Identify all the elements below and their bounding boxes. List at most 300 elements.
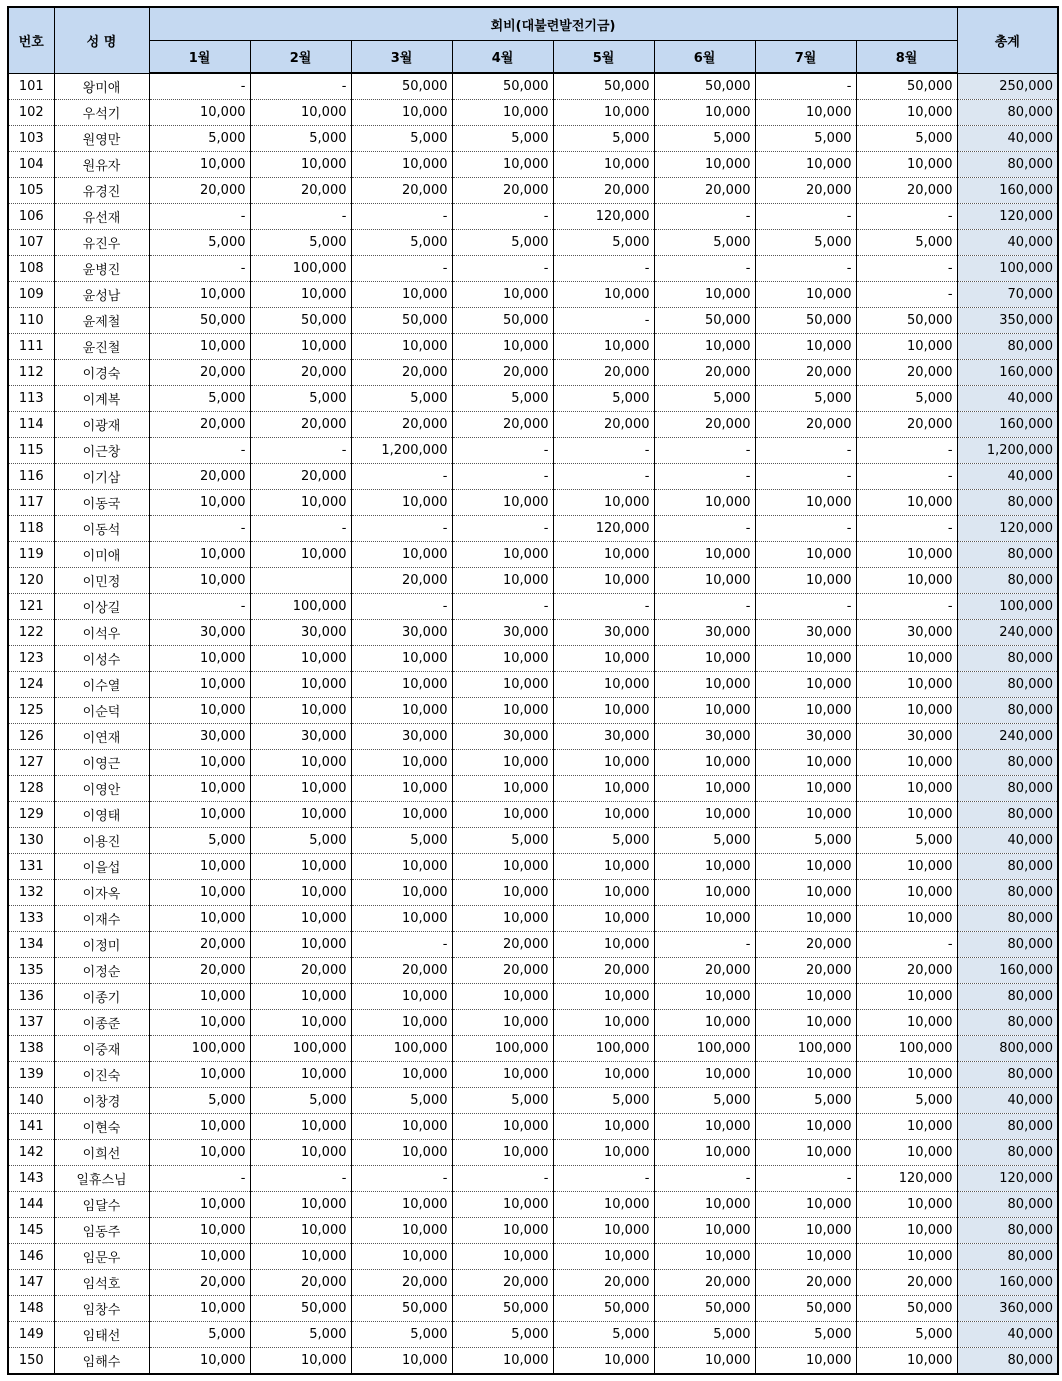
row-total: 120,000: [957, 516, 1058, 542]
month-amount: 10,000: [250, 1192, 351, 1218]
month-amount: -: [755, 73, 856, 100]
month-amount: 20,000: [452, 178, 553, 204]
month-amount: 10,000: [553, 750, 654, 776]
month-amount: 50,000: [351, 1296, 452, 1322]
month-amount: -: [553, 464, 654, 490]
row-total: 160,000: [957, 360, 1058, 386]
month-amount: 5,000: [149, 1322, 250, 1348]
month-amount: 30,000: [149, 620, 250, 646]
month-amount: 100,000: [250, 594, 351, 620]
month-amount: -: [654, 256, 755, 282]
month-amount: 10,000: [755, 1348, 856, 1375]
month-amount: 10,000: [856, 776, 957, 802]
member-name: 이을섭: [54, 854, 149, 880]
row-number: 109: [8, 282, 54, 308]
table-row: [8, 152, 1058, 178]
month-amount: 10,000: [149, 906, 250, 932]
month-amount: 20,000: [553, 1270, 654, 1296]
table-row: [8, 308, 1058, 334]
row-number: 124: [8, 672, 54, 698]
month-amount: 20,000: [452, 1270, 553, 1296]
row-total: 40,000: [957, 1088, 1058, 1114]
month-amount: 10,000: [654, 100, 755, 126]
table-row: [8, 724, 1058, 750]
month-amount: -: [250, 73, 351, 100]
month-amount: 10,000: [654, 1114, 755, 1140]
table-row: [8, 750, 1058, 776]
month-amount: 50,000: [856, 73, 957, 100]
table-row: [8, 542, 1058, 568]
table-row: [8, 854, 1058, 880]
month-amount: 5,000: [654, 386, 755, 412]
month-amount: 10,000: [856, 698, 957, 724]
month-amount: 10,000: [351, 152, 452, 178]
month-amount: 10,000: [250, 282, 351, 308]
month-amount: 20,000: [351, 360, 452, 386]
month-amount: 10,000: [755, 880, 856, 906]
month-amount: 5,000: [452, 386, 553, 412]
month-amount: 10,000: [755, 100, 856, 126]
month-amount: 30,000: [553, 620, 654, 646]
row-total: 80,000: [957, 984, 1058, 1010]
month-amount: -: [452, 256, 553, 282]
month-amount: 5,000: [755, 386, 856, 412]
header-month: 5월: [553, 41, 654, 74]
month-amount: 5,000: [856, 126, 957, 152]
member-name: 이석우: [54, 620, 149, 646]
month-amount: 5,000: [250, 230, 351, 256]
month-amount: 20,000: [654, 360, 755, 386]
month-amount: 10,000: [250, 698, 351, 724]
month-amount: 20,000: [856, 360, 957, 386]
month-amount: 5,000: [654, 1322, 755, 1348]
month-amount: 10,000: [654, 698, 755, 724]
month-amount: 10,000: [856, 854, 957, 880]
month-amount: 10,000: [553, 984, 654, 1010]
table-row: [8, 828, 1058, 854]
month-amount: 20,000: [250, 412, 351, 438]
month-amount: 10,000: [553, 1244, 654, 1270]
month-amount: 10,000: [452, 802, 553, 828]
month-amount: -: [250, 516, 351, 542]
month-amount: 100,000: [452, 1036, 553, 1062]
month-amount: 10,000: [654, 880, 755, 906]
month-amount: 50,000: [755, 1296, 856, 1322]
month-amount: 10,000: [856, 100, 957, 126]
month-amount: 10,000: [553, 672, 654, 698]
member-name: 이동국: [54, 490, 149, 516]
month-amount: 30,000: [755, 620, 856, 646]
month-amount: 10,000: [149, 1192, 250, 1218]
month-amount: 5,000: [553, 386, 654, 412]
member-name: 임석호: [54, 1270, 149, 1296]
month-amount: 10,000: [856, 1348, 957, 1375]
month-amount: 10,000: [452, 542, 553, 568]
member-name: 이계복: [54, 386, 149, 412]
month-amount: 50,000: [553, 73, 654, 100]
member-name: 원유자: [54, 152, 149, 178]
month-amount: 10,000: [250, 1348, 351, 1375]
month-amount: 5,000: [856, 230, 957, 256]
row-total: 80,000: [957, 100, 1058, 126]
month-amount: 5,000: [654, 828, 755, 854]
month-amount: 10,000: [149, 984, 250, 1010]
month-amount: 10,000: [856, 152, 957, 178]
row-number: 136: [8, 984, 54, 1010]
month-amount: -: [149, 438, 250, 464]
member-name: 이영근: [54, 750, 149, 776]
month-amount: 10,000: [856, 1062, 957, 1088]
table-row: [8, 178, 1058, 204]
month-amount: 20,000: [856, 1270, 957, 1296]
month-amount: 10,000: [755, 698, 856, 724]
row-number: 121: [8, 594, 54, 620]
row-number: 101: [8, 73, 54, 100]
row-total: 70,000: [957, 282, 1058, 308]
row-number: 111: [8, 334, 54, 360]
month-amount: 10,000: [452, 1062, 553, 1088]
row-total: 240,000: [957, 724, 1058, 750]
month-amount: -: [755, 594, 856, 620]
month-amount: 100,000: [553, 1036, 654, 1062]
member-name: 이종기: [54, 984, 149, 1010]
member-name: 윤진철: [54, 334, 149, 360]
month-amount: 10,000: [452, 1192, 553, 1218]
row-total: 800,000: [957, 1036, 1058, 1062]
month-amount: 10,000: [452, 282, 553, 308]
month-amount: 20,000: [452, 360, 553, 386]
row-total: 80,000: [957, 1244, 1058, 1270]
row-number: 102: [8, 100, 54, 126]
month-amount: 10,000: [755, 750, 856, 776]
month-amount: -: [553, 594, 654, 620]
month-amount: 30,000: [654, 724, 755, 750]
month-amount: 10,000: [452, 906, 553, 932]
month-amount: 10,000: [452, 672, 553, 698]
month-amount: 10,000: [856, 1140, 957, 1166]
month-amount: 10,000: [351, 880, 452, 906]
table-row: [8, 1244, 1058, 1270]
month-amount: 20,000: [856, 958, 957, 984]
month-amount: 10,000: [149, 1140, 250, 1166]
header-month: 4월: [452, 41, 553, 74]
table-row: [8, 1270, 1058, 1296]
month-amount: 20,000: [755, 1270, 856, 1296]
month-amount: 10,000: [654, 568, 755, 594]
row-number: 104: [8, 152, 54, 178]
table-row: [8, 672, 1058, 698]
month-amount: 5,000: [250, 386, 351, 412]
month-amount: 10,000: [149, 854, 250, 880]
month-amount: 5,000: [250, 1088, 351, 1114]
row-number: 117: [8, 490, 54, 516]
month-amount: 30,000: [553, 724, 654, 750]
month-amount: 50,000: [856, 308, 957, 334]
month-amount: 5,000: [654, 230, 755, 256]
month-amount: 10,000: [856, 1244, 957, 1270]
month-amount: -: [452, 464, 553, 490]
month-amount: 10,000: [250, 542, 351, 568]
row-total: 80,000: [957, 568, 1058, 594]
month-amount: 10,000: [250, 490, 351, 516]
table-row: [8, 126, 1058, 152]
header-month: 3월: [351, 41, 452, 74]
table-row: [8, 906, 1058, 932]
table-row: [8, 490, 1058, 516]
month-amount: 5,000: [452, 1088, 553, 1114]
month-amount: 10,000: [654, 1192, 755, 1218]
month-amount: 10,000: [149, 698, 250, 724]
month-amount: 10,000: [250, 880, 351, 906]
month-amount: -: [856, 516, 957, 542]
month-amount: 10,000: [856, 646, 957, 672]
member-name: 유경진: [54, 178, 149, 204]
row-number: 115: [8, 438, 54, 464]
month-amount: 5,000: [755, 828, 856, 854]
row-total: 80,000: [957, 1140, 1058, 1166]
month-amount: 5,000: [250, 828, 351, 854]
month-amount: 10,000: [351, 984, 452, 1010]
month-amount: 30,000: [149, 724, 250, 750]
month-amount: 20,000: [149, 360, 250, 386]
month-amount: 5,000: [149, 386, 250, 412]
member-name: 이종준: [54, 1010, 149, 1036]
month-amount: 10,000: [351, 1192, 452, 1218]
month-amount: 10,000: [149, 672, 250, 698]
row-total: 100,000: [957, 594, 1058, 620]
month-amount: 10,000: [452, 490, 553, 516]
month-amount: 20,000: [654, 958, 755, 984]
month-amount: 10,000: [149, 1218, 250, 1244]
month-amount: 10,000: [149, 1062, 250, 1088]
row-total: 40,000: [957, 386, 1058, 412]
table-row: [8, 1348, 1058, 1375]
member-name: 윤병진: [54, 256, 149, 282]
row-number: 113: [8, 386, 54, 412]
month-amount: 10,000: [149, 776, 250, 802]
month-amount: 10,000: [250, 1218, 351, 1244]
month-amount: 5,000: [452, 828, 553, 854]
month-amount: 10,000: [553, 646, 654, 672]
month-amount: 20,000: [856, 412, 957, 438]
month-amount: 10,000: [553, 282, 654, 308]
table-row: [8, 932, 1058, 958]
month-amount: 10,000: [755, 776, 856, 802]
month-amount: 50,000: [250, 1296, 351, 1322]
member-name: 이연재: [54, 724, 149, 750]
table-row: [8, 386, 1058, 412]
month-amount: 10,000: [856, 1218, 957, 1244]
row-number: 131: [8, 854, 54, 880]
member-name: 이자옥: [54, 880, 149, 906]
member-name: 임문우: [54, 1244, 149, 1270]
month-amount: 10,000: [149, 1348, 250, 1375]
row-total: 80,000: [957, 854, 1058, 880]
month-amount: 10,000: [351, 1218, 452, 1244]
row-number: 119: [8, 542, 54, 568]
row-number: 130: [8, 828, 54, 854]
member-name: 이창경: [54, 1088, 149, 1114]
month-amount: -: [654, 594, 755, 620]
month-amount: 20,000: [149, 178, 250, 204]
month-amount: 20,000: [351, 1270, 452, 1296]
month-amount: 20,000: [250, 958, 351, 984]
month-amount: -: [654, 464, 755, 490]
row-number: 118: [8, 516, 54, 542]
month-amount: 10,000: [654, 750, 755, 776]
month-amount: 20,000: [351, 958, 452, 984]
row-total: 80,000: [957, 776, 1058, 802]
month-amount: 5,000: [856, 1088, 957, 1114]
month-amount: 10,000: [452, 100, 553, 126]
member-name: 이순덕: [54, 698, 149, 724]
month-amount: 5,000: [149, 126, 250, 152]
month-amount: 5,000: [351, 828, 452, 854]
month-amount: 5,000: [452, 1322, 553, 1348]
month-amount: 10,000: [452, 646, 553, 672]
member-name: 임달수: [54, 1192, 149, 1218]
month-amount: 10,000: [351, 698, 452, 724]
month-amount: 5,000: [351, 230, 452, 256]
table-row: [8, 100, 1058, 126]
table-row: [8, 256, 1058, 282]
month-amount: 10,000: [149, 1114, 250, 1140]
row-number: 145: [8, 1218, 54, 1244]
row-number: 116: [8, 464, 54, 490]
member-name: 이수열: [54, 672, 149, 698]
table-row: [8, 984, 1058, 1010]
month-amount: 5,000: [452, 126, 553, 152]
month-amount: 10,000: [755, 1062, 856, 1088]
month-amount: 10,000: [149, 802, 250, 828]
row-total: 100,000: [957, 256, 1058, 282]
month-amount: 20,000: [149, 464, 250, 490]
month-amount: 10,000: [553, 542, 654, 568]
row-total: 40,000: [957, 126, 1058, 152]
table-row: [8, 698, 1058, 724]
month-amount: 30,000: [856, 620, 957, 646]
month-amount: 5,000: [856, 386, 957, 412]
month-amount: 5,000: [654, 126, 755, 152]
header-month: 8월: [856, 41, 957, 74]
member-name: 이용진: [54, 828, 149, 854]
month-amount: 10,000: [755, 152, 856, 178]
month-amount: 20,000: [351, 178, 452, 204]
table-row: [8, 204, 1058, 230]
month-amount: 10,000: [351, 646, 452, 672]
month-amount: 50,000: [856, 1296, 957, 1322]
member-name: 이현숙: [54, 1114, 149, 1140]
month-amount: 5,000: [250, 1322, 351, 1348]
month-amount: 10,000: [452, 854, 553, 880]
month-amount: 10,000: [755, 334, 856, 360]
row-total: 160,000: [957, 178, 1058, 204]
header-month: 7월: [755, 41, 856, 74]
month-amount: 10,000: [654, 776, 755, 802]
row-total: 80,000: [957, 1010, 1058, 1036]
month-amount: 10,000: [553, 100, 654, 126]
row-number: 135: [8, 958, 54, 984]
month-amount: -: [351, 204, 452, 230]
member-name: 우석기: [54, 100, 149, 126]
month-amount: 50,000: [351, 73, 452, 100]
row-total: 80,000: [957, 1062, 1058, 1088]
row-total: 360,000: [957, 1296, 1058, 1322]
month-amount: 10,000: [856, 490, 957, 516]
month-amount: 100,000: [250, 256, 351, 282]
month-amount: 10,000: [250, 932, 351, 958]
month-amount: 10,000: [856, 1192, 957, 1218]
month-amount: 10,000: [149, 568, 250, 594]
month-amount: 10,000: [755, 802, 856, 828]
month-amount: 30,000: [452, 724, 553, 750]
month-amount: 10,000: [654, 906, 755, 932]
month-amount: 30,000: [654, 620, 755, 646]
member-name: 이기삼: [54, 464, 149, 490]
month-amount: 10,000: [351, 750, 452, 776]
month-amount: -: [856, 282, 957, 308]
month-amount: 1,200,000: [351, 438, 452, 464]
table-row: [8, 360, 1058, 386]
month-amount: -: [351, 256, 452, 282]
header-dues-group: 회비(대불련발전기금): [149, 7, 957, 41]
month-amount: 20,000: [250, 360, 351, 386]
row-total: 80,000: [957, 932, 1058, 958]
member-name: 임동주: [54, 1218, 149, 1244]
month-amount: 10,000: [553, 1192, 654, 1218]
month-amount: 20,000: [149, 412, 250, 438]
row-number: 146: [8, 1244, 54, 1270]
month-amount: 10,000: [654, 672, 755, 698]
month-amount: 20,000: [250, 178, 351, 204]
month-amount: 100,000: [654, 1036, 755, 1062]
dues-table: [7, 6, 1059, 1375]
month-amount: -: [755, 256, 856, 282]
month-amount: 50,000: [452, 308, 553, 334]
row-total: 1,200,000: [957, 438, 1058, 464]
member-name: 이진숙: [54, 1062, 149, 1088]
month-amount: 10,000: [755, 1140, 856, 1166]
month-amount: 10,000: [351, 542, 452, 568]
row-number: 128: [8, 776, 54, 802]
table-row: [8, 282, 1058, 308]
month-amount: 10,000: [856, 542, 957, 568]
month-amount: 10,000: [654, 802, 755, 828]
month-amount: 5,000: [755, 126, 856, 152]
month-amount: 5,000: [149, 828, 250, 854]
month-amount: -: [654, 438, 755, 464]
row-total: 80,000: [957, 1218, 1058, 1244]
table-row: [8, 73, 1058, 100]
row-number: 133: [8, 906, 54, 932]
table-row: [8, 880, 1058, 906]
table-row: [8, 1166, 1058, 1192]
row-number: 139: [8, 1062, 54, 1088]
month-amount: 10,000: [856, 906, 957, 932]
month-amount: 10,000: [250, 1244, 351, 1270]
month-amount: 10,000: [250, 984, 351, 1010]
month-amount: 10,000: [755, 672, 856, 698]
month-amount: 30,000: [351, 620, 452, 646]
month-amount: 10,000: [654, 984, 755, 1010]
month-amount: 10,000: [755, 646, 856, 672]
table-row: [8, 412, 1058, 438]
month-amount: -: [149, 1166, 250, 1192]
member-name: 이근창: [54, 438, 149, 464]
month-amount: 5,000: [856, 1322, 957, 1348]
month-amount: 10,000: [250, 854, 351, 880]
month-amount: 10,000: [452, 698, 553, 724]
